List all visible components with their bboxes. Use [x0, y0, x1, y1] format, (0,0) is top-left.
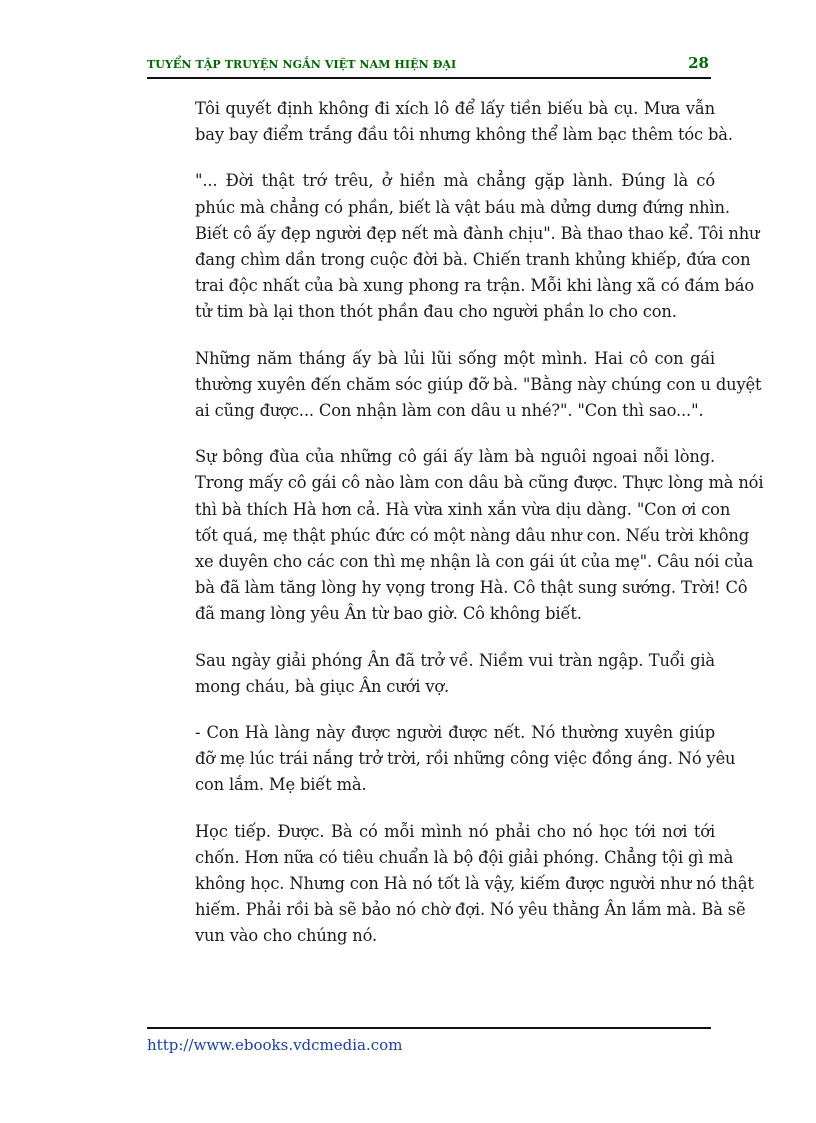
text-line: ai cũng được... Con nhận làm con dâu u nhé?". "Con thì sao...".	[195, 401, 704, 421]
text-line: đang chìm dần trong cuộc đời bà. Chiến tranh khủng khiếp, đứa con	[195, 250, 751, 270]
text-line: trai độc nhất của bà xung phong ra trận. Mỗi khi làng xã có đám báo	[195, 276, 754, 296]
text-line: phúc mà chẳng có phần, biết là vật báu mà dửng dưng đứng nhìn.	[195, 197, 730, 217]
footer-divider	[147, 1027, 711, 1029]
paragraph	[147, 168, 760, 325]
page-header	[147, 54, 711, 76]
text-line: mong cháu, bà giục Ân cưới vợ.	[195, 676, 450, 696]
paragraph	[147, 96, 733, 148]
text-line: bay bay điểm trắng đầu tôi nhưng không thể làm bạc thêm tóc bà.	[195, 125, 733, 145]
header-divider	[147, 77, 711, 79]
paragraph	[147, 444, 764, 627]
paragraph	[147, 346, 762, 425]
text-line: chốn. Hơn nữa có tiêu chuẩn là bộ đội giải phóng. Chẳng tội gì mà	[195, 847, 734, 867]
text-line: xe duyên cho các con thì mẹ nhận là con gái út của mẹ". Câu nói của	[195, 552, 754, 572]
book-title: TUYỂN TẬP TRUYỆN NGẮN VIỆT NAM HIỆN ĐẠI	[147, 58, 457, 71]
text-line: Trong mấy cô gái cô nào làm con dâu bà cũng được. Thực lòng mà nói	[195, 473, 764, 493]
footer-link[interactable]: http://www.ebooks.vdcmedia.com	[147, 1036, 403, 1054]
text-line: tử tim bà lại thon thót phần đau cho người phần lo cho con.	[195, 302, 677, 322]
text-line: vun vào cho chúng nó.	[195, 926, 378, 946]
text-line: đỡ mẹ lúc trái nắng trở trời, rồi những công việc đồng áng. Nó yêu	[195, 749, 736, 769]
text-line: Sự bông đùa của những cô gái ấy làm bà nguôi ngoai nỗi lòng.	[195, 447, 715, 467]
text-line: không học. Nhưng con Hà nó tốt là vậy, kiếm được người như nó thật	[195, 874, 754, 894]
text-line: Sau ngày giải phóng Ân đã trở về. Niềm vui tràn ngập. Tuổi già	[195, 650, 715, 670]
text-line: hiếm. Phải rồi bà sẽ bảo nó chờ đợi. Nó yêu thằng Ân lắm mà. Bà sẽ	[195, 900, 746, 920]
text-line: "... Đời thật trớ trêu, ở hiền mà chẳng gặp lành. Đúng là có	[195, 171, 715, 191]
text-line: - Con Hà làng này được người được nết. Nó thường xuyên giúp	[195, 723, 715, 743]
paragraph	[147, 720, 736, 799]
text-line: Biết cô ấy đẹp người đẹp nết mà đành chịu". Bà thao thao kể. Tôi như	[195, 223, 760, 243]
text-line: tốt quá, mẹ thật phúc đức có một nàng dâu như con. Nếu trời không	[195, 525, 750, 545]
text-line: đã mang lòng yêu Ân từ bao giờ. Cô không biết.	[195, 604, 582, 624]
text-line: Học tiếp. Được. Bà có mỗi mình nó phải cho nó học tới nơi tới	[195, 821, 715, 841]
text-line: Tôi quyết định không đi xích lô để lấy tiền biếu bà cụ. Mưa vẫn	[195, 99, 715, 118]
paragraph	[147, 648, 715, 700]
page-number: 28	[688, 54, 709, 72]
story-text	[147, 96, 764, 970]
text-line: Những năm tháng ấy bà lủi lũi sống một mình. Hai cô con gái	[195, 348, 715, 368]
text-line: thì bà thích Hà hơn cả. Hà vừa xinh xắn vừa dịu dàng. "Con ơi con	[195, 499, 731, 519]
text-line: bà đã làm tăng lòng hy vọng trong Hà. Cô thật sung sướng. Trời! Cô	[195, 578, 748, 598]
text-line: thường xuyên đến chăm sóc giúp đỡ bà. "Bằng này chúng con u duyệt	[195, 374, 762, 394]
paragraph	[147, 819, 754, 950]
text-line: con lắm. Mẹ biết mà.	[195, 775, 367, 795]
